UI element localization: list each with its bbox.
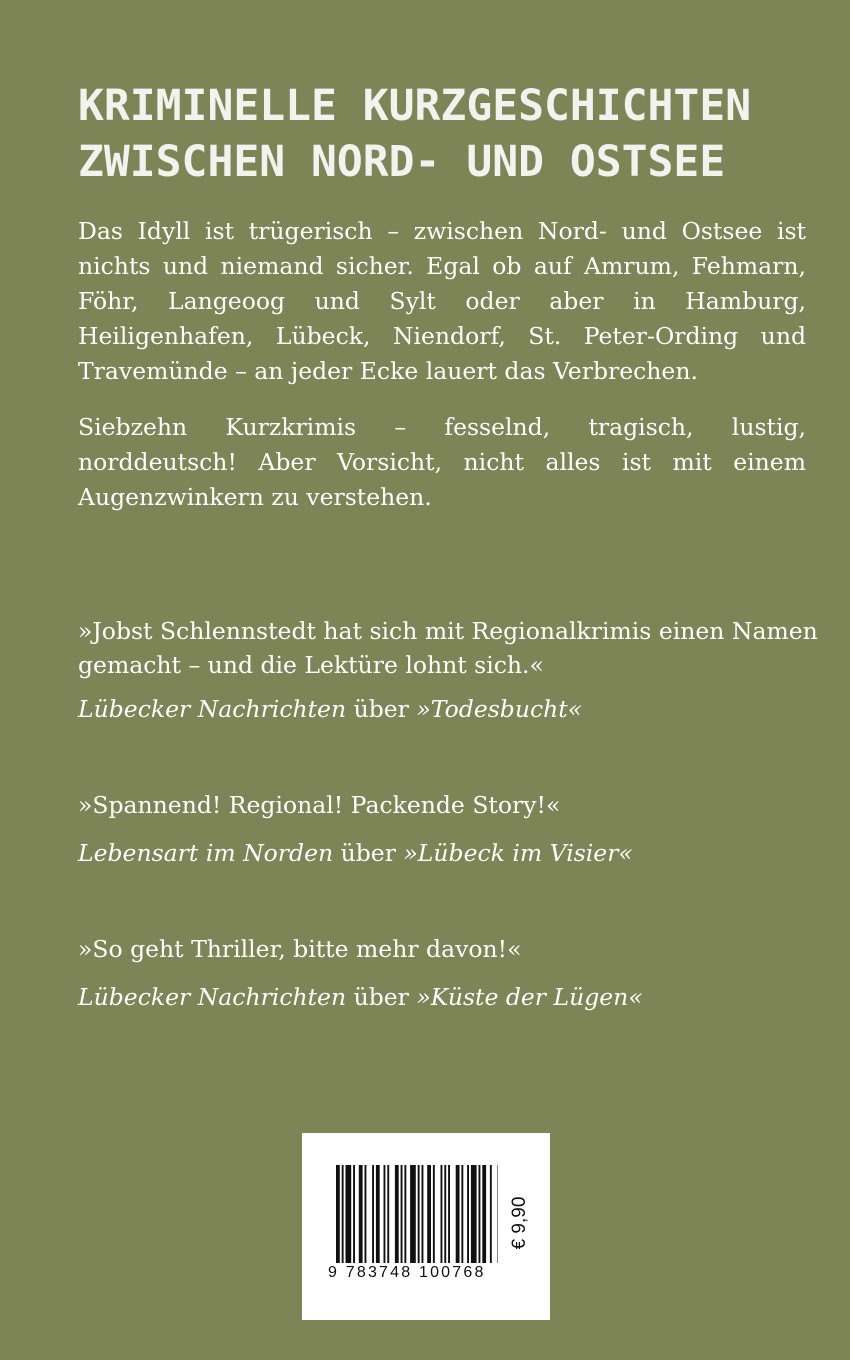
barcode-bar — [410, 1165, 416, 1263]
barcode-bar — [498, 1165, 499, 1263]
barcode-bar — [372, 1165, 374, 1263]
review-publication-3: Lübecker Nachrichten — [78, 983, 347, 1011]
barcode-bar — [441, 1165, 443, 1263]
barcode-bar — [384, 1165, 386, 1263]
barcode-bar — [444, 1165, 446, 1263]
barcode-bar — [482, 1165, 486, 1263]
isbn-number: 9 783748 100768 — [328, 1264, 486, 1281]
review-connector-1: über — [353, 695, 409, 723]
barcode-bar — [433, 1165, 435, 1263]
review-publication-2: Lebensart im Norden — [78, 839, 334, 867]
barcode-bar — [401, 1165, 403, 1263]
barcode-bar — [359, 1165, 363, 1263]
barcode-bar — [336, 1165, 340, 1263]
review-source-2 — [78, 836, 818, 870]
blurb-paragraph-2: Siebzehn Kurzkrimis – fesselnd, tragisch, lustig, norddeutsch! Aber Vorsicht, nicht alles ist mit einem Augenzwinkern zu verstehen. — [78, 413, 806, 511]
barcode-bar — [427, 1165, 431, 1263]
barcode-bar — [365, 1165, 367, 1263]
barcode-bar — [346, 1165, 352, 1263]
barcode-bar — [418, 1165, 420, 1263]
barcode-bar — [467, 1165, 469, 1263]
barcode-bar — [395, 1165, 399, 1263]
barcode-bar — [471, 1165, 477, 1263]
barcode-bar — [342, 1165, 344, 1263]
barcode-label — [302, 1133, 550, 1320]
barcode-bar — [404, 1165, 406, 1263]
headline-line-2: ZWISCHEN NORD- UND OSTSEE — [78, 137, 726, 187]
review-connector-2: über — [340, 839, 396, 867]
barcode-bar — [479, 1165, 481, 1263]
isbn-barcode — [336, 1165, 498, 1263]
headline — [78, 78, 818, 190]
barcode-bar — [448, 1165, 450, 1263]
barcode-bar — [376, 1165, 380, 1263]
barcode-bar — [387, 1165, 389, 1263]
barcode-bar — [461, 1165, 463, 1263]
review-source-1 — [78, 692, 818, 726]
review-book-2: »Lübeck im Visier« — [403, 839, 633, 867]
review-quote-1: »Jobst Schlennstedt hat sich mit Regionalkrimis einen Namen gemacht – und die Lektüre lohnt sich.« — [78, 617, 818, 679]
review-publication-1: Lübecker Nachrichten — [78, 695, 347, 723]
barcode-bar — [353, 1165, 355, 1263]
price-tag — [508, 1173, 532, 1273]
barcode-bar — [490, 1165, 492, 1263]
review-book-1: »Todesbucht« — [416, 695, 583, 723]
review-book-3: »Küste der Lügen« — [416, 983, 643, 1011]
blurb-paragraph-1: Das Idyll ist trügerisch – zwischen Nord- und Ostsee ist nichts und niemand sicher. Egal ob auf Amrum, Fehmarn, Föhr, Langeoog und Sylt oder aber in Hamburg, Heiligenhafen, Lübeck, Niendorf, St. Peter-Ording und Travemünde – an jeder Ecke lauert das Verbrechen. — [78, 217, 806, 385]
barcode-bar — [422, 1165, 424, 1263]
barcode-bar — [456, 1165, 460, 1263]
review-source-3 — [78, 980, 818, 1014]
headline-line-1: KRIMINELLE KURZGESCHICHTEN — [78, 81, 752, 131]
price-text: € 9,90 — [509, 1196, 530, 1250]
review-quote-3: »So geht Thriller, bitte mehr davon!« — [78, 935, 522, 963]
review-connector-3: über — [353, 983, 409, 1011]
review-quote-2: »Spannend! Regional! Packende Story!« — [78, 791, 561, 819]
